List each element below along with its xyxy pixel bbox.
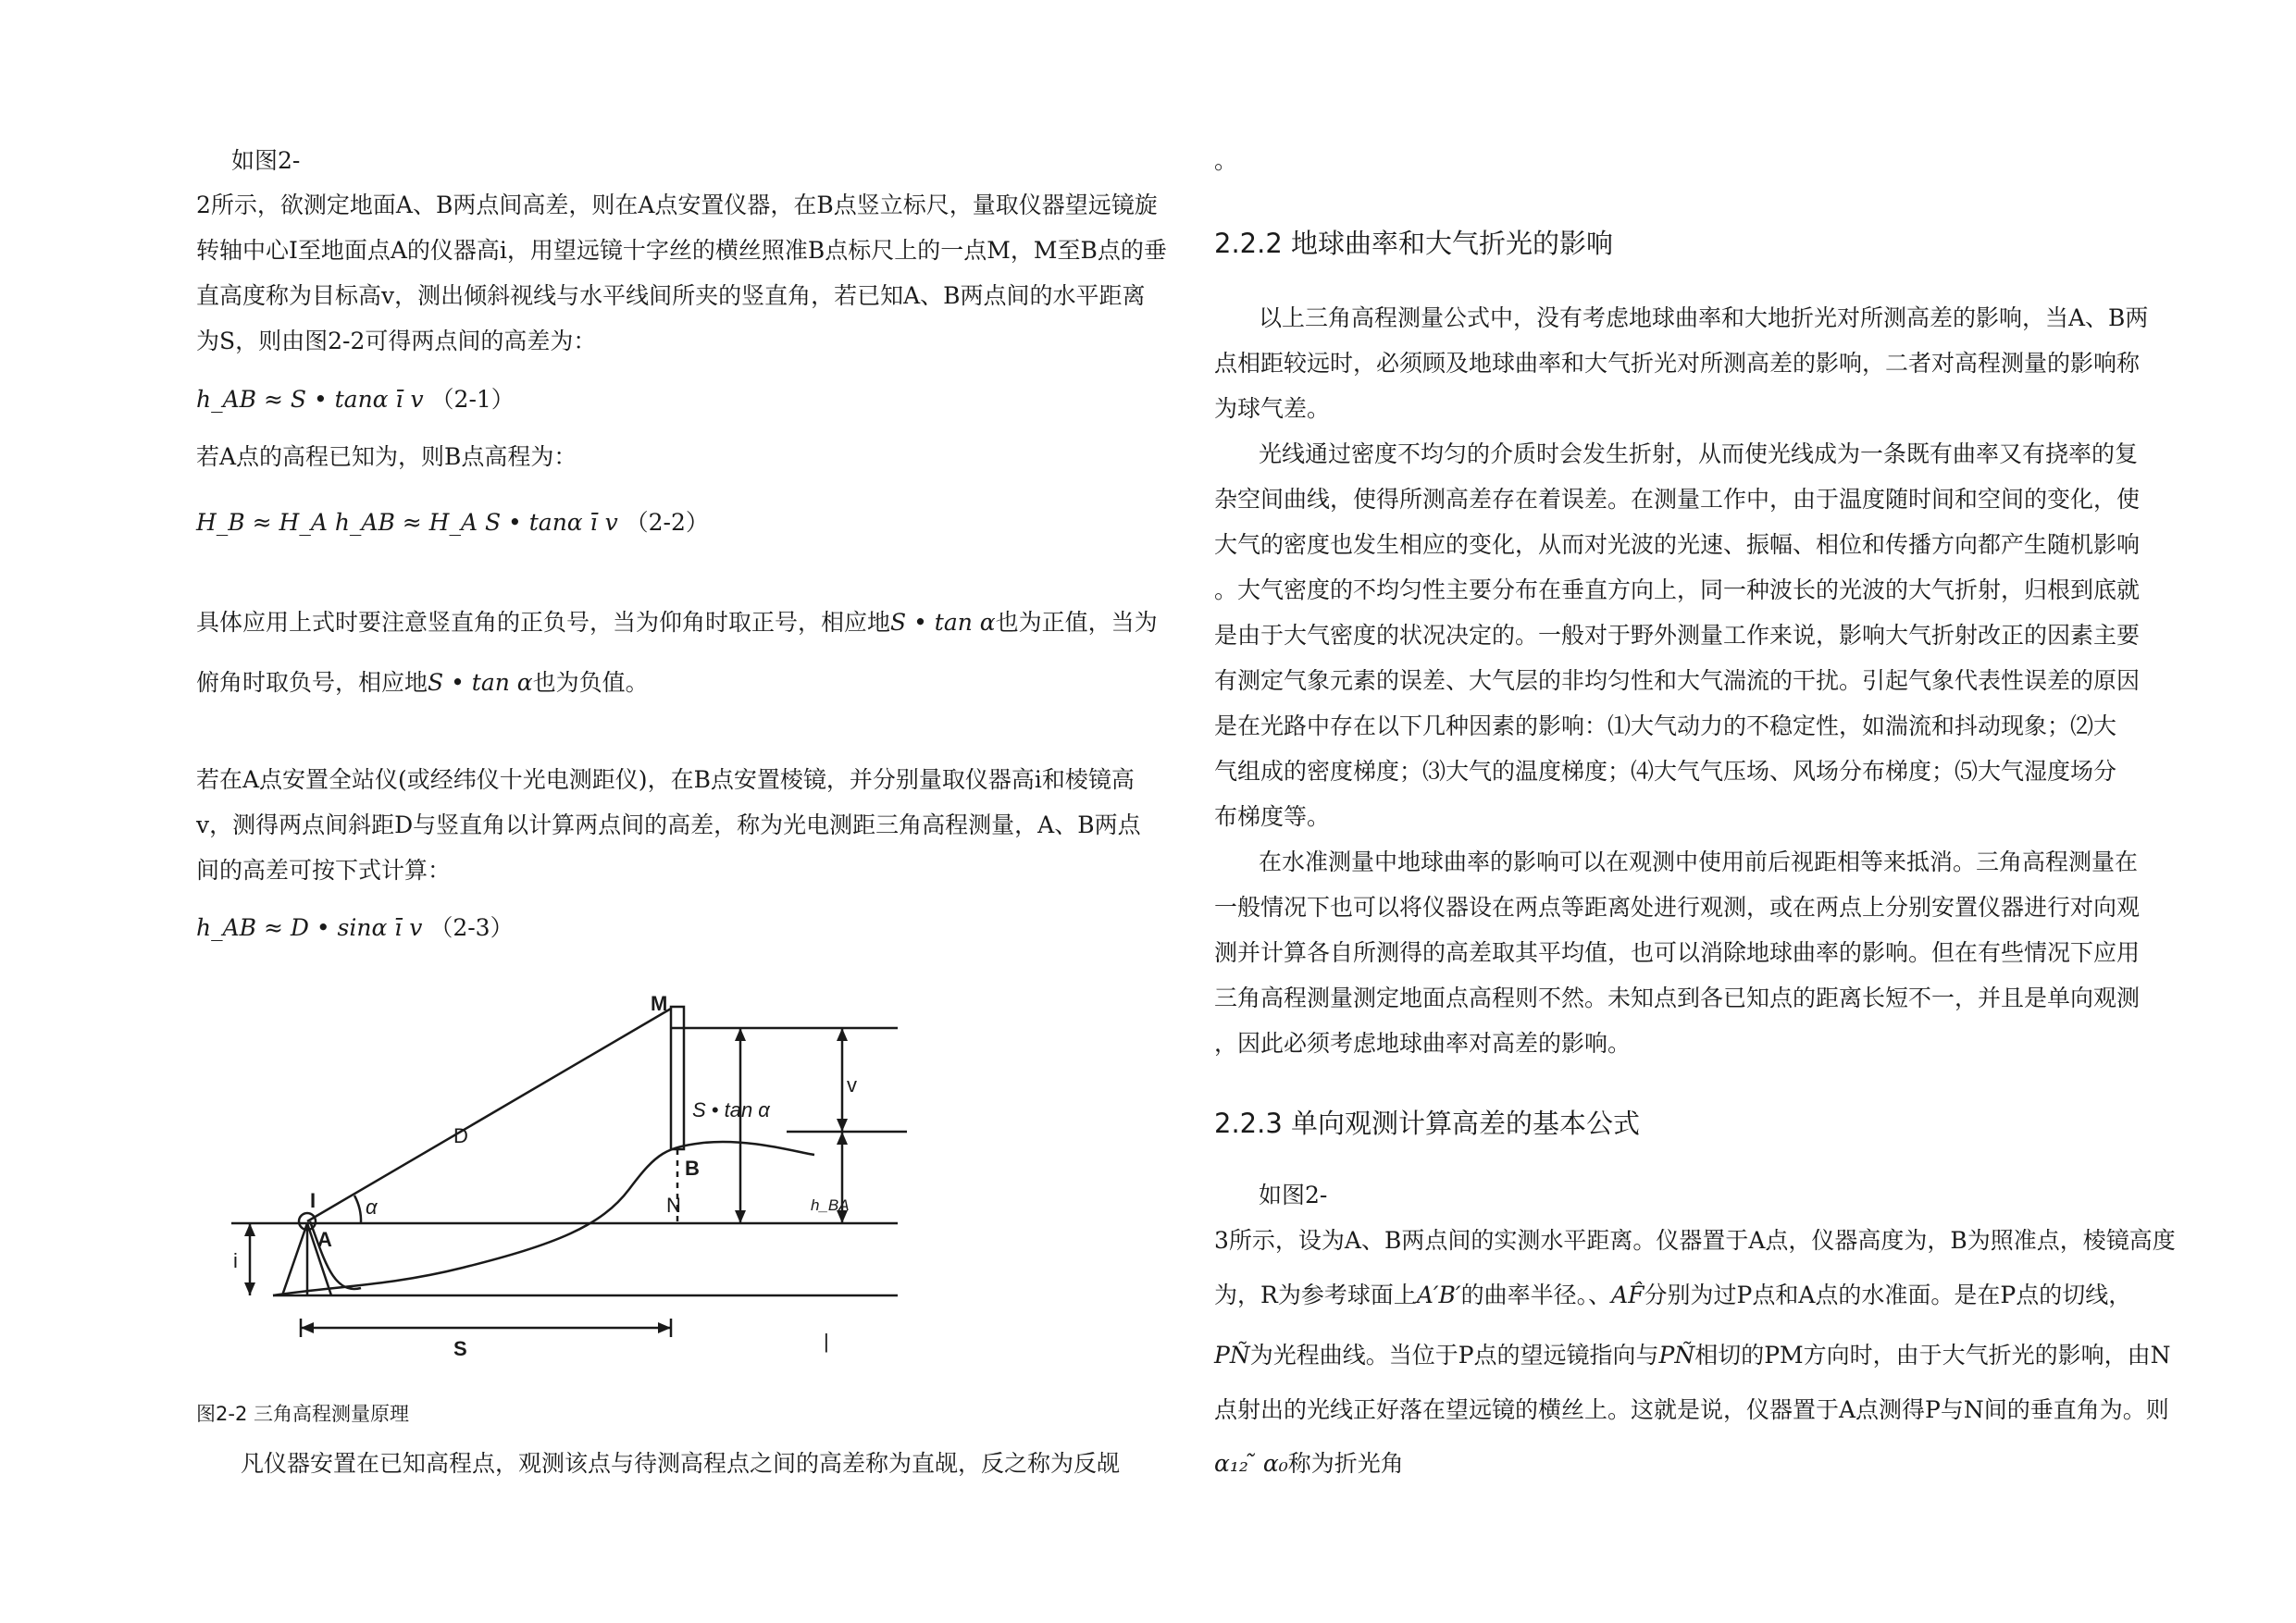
paraC-line4: 三角高程测量测定地面点高程则不然。未知点到各已知点的距离长短不一，并且是单向观测 xyxy=(1214,985,2141,1011)
paraB-line9: 布梯度等。 xyxy=(1214,803,1331,830)
paraD-line2: 3所示，设为A、B两点间的实测水平距离。仪器置于A点，仪器高度为，B为照准点，棱镜高度 xyxy=(1214,1227,2176,1254)
paraA-line3: 为球气差。 xyxy=(1214,395,1331,422)
para3-text-c: 俯角时取负号，相应地 xyxy=(196,669,428,696)
paraB-line7: 是在光路中存在以下几种因素的影响：⑴大气动力的不稳定性，如湍流和抖动现象；⑵大 xyxy=(1214,712,2117,739)
para3-text-a: 具体应用上式时要注意竖直角的正负号，当为仰角时取正号，相应地 xyxy=(196,609,891,636)
paraB-line4: 。大气密度的不均匀性主要分布在垂直方向上，同一种波长的光波的大气折射，归根到底就 xyxy=(1214,576,2141,603)
formula-2-3 xyxy=(196,910,514,943)
para1-line5: 为S，则由图2-2可得两点间的高差为： xyxy=(196,328,597,354)
paraB-line2: 杂空间曲线，使得所测高差存在着误差。在测量工作中，由于温度随时间和空间的变化，使 xyxy=(1214,486,2141,513)
formula-2-1-body: h_AB ≈ S • tanα ī v xyxy=(196,386,424,413)
paraB-line8: 气组成的密度梯度；⑶大气的温度梯度；⑷大气气压场、风场分布梯度；⑸大气湿度场分 xyxy=(1214,758,2117,785)
paraD6-text: 称为折光角 xyxy=(1287,1450,1404,1477)
heading-2-2-2: 2.2.2 地球曲率和大气折光的影响 xyxy=(1214,228,1614,259)
para1-line4: 直高度称为目标高v，测出倾斜视线与水平线间所夹的竖直角，若已知A、B两点间的水平距离 xyxy=(196,282,1146,309)
para4-line2: v，测得两点间斜距D与竖直角以计算两点间的高差，称为光电测距三角高程测量，A、B两点 xyxy=(196,812,1141,838)
paraD-line3 xyxy=(1214,1281,2131,1310)
ground-profile xyxy=(273,1142,814,1295)
label-i: i xyxy=(233,1249,238,1272)
para1-line1: 如图2- xyxy=(231,147,301,174)
label-m: M xyxy=(651,992,668,1015)
label-n: N xyxy=(666,1194,681,1217)
paraD4-math-a: PÑ xyxy=(1214,1342,1250,1369)
figure-caption: 图2-2 三角高程测量原理 xyxy=(196,1403,409,1425)
para4-line1: 若在A点安置全站仪(或经纬仪十光电测距仪)，在B点安置棱镜，并分别量取仪器高i和棱镜高 xyxy=(196,766,1135,793)
paraC-line3: 测并计算各自所测得的高差取其平均值，也可以消除地球曲率的影响。但在有些情况下应用 xyxy=(1214,939,2141,966)
paraB-line1: 光线通过密度不均匀的介质时会发生折射，从而使光线成为一条既有曲率又有挠率的复 xyxy=(1259,440,2139,467)
paraD6-math: α₁₂ ̃ α₀ xyxy=(1214,1450,1288,1477)
paraD3-text-a: 为，R为参考球面上 xyxy=(1214,1282,1417,1308)
paraD4-text-a: 为光程曲线。当位于P点的望远镜指向与 xyxy=(1249,1342,1659,1369)
formula-2-2 xyxy=(196,504,709,538)
para3-line1 xyxy=(196,608,1158,638)
label-bar: | xyxy=(824,1330,829,1353)
paraD-line5: 点射出的光线正好落在望远镜的横丝上。这就是说，仪器置于A点测得P与N间的垂直角为。则 xyxy=(1214,1396,2169,1423)
figure-trig-leveling xyxy=(222,990,907,1379)
paraC-line2: 一般情况下也可以将仪器设在两点等距离处进行观测，或在两点上分别安置仪器进行对向观 xyxy=(1214,894,2141,921)
paraD3-math-a: A′B′ xyxy=(1416,1282,1461,1308)
label-s: S xyxy=(453,1337,467,1360)
paraA-line2: 点相距较远时，必须顾及地球曲率和大气折光对所测高差的影响，二者对高程测量的影响称 xyxy=(1214,350,2141,377)
para3-line2 xyxy=(196,668,649,698)
label-i-upper: I xyxy=(310,1189,316,1212)
para5: 凡仪器安置在已知高程点，观测该点与待测高程点之间的高差称为直觇，反之称为反觇 xyxy=(241,1450,1121,1477)
paraA-line1: 以上三角高程测量公式中，没有考虑地球曲率和大地折光对所测高差的影响，当A、B两 xyxy=(1259,304,2149,331)
label-b: B xyxy=(685,1157,700,1180)
paraD-line6 xyxy=(1214,1449,1404,1479)
paraD3-math-b: AF̂ xyxy=(1611,1282,1644,1308)
paraC-line1: 在水准测量中地球曲率的影响可以在观测中使用前后视距相等来抵消。三角高程测量在 xyxy=(1259,849,2139,875)
stray-period: 。 xyxy=(1214,147,1238,174)
label-alpha: α xyxy=(366,1196,378,1219)
formula-2-1 xyxy=(196,381,515,415)
label-stan: S • tan α xyxy=(692,1098,770,1121)
para2: 若A点的高程已知为，则B点高程为： xyxy=(196,443,577,470)
label-a: A xyxy=(317,1228,332,1251)
label-hba: h_BA xyxy=(811,1196,850,1214)
formula-2-2-tag: （2-2） xyxy=(625,509,709,536)
para1-line2: 2所示，欲测定地面A、B两点间高差，则在A点安置仪器，在B点竖立标尺，量取仪器望远镜旋 xyxy=(196,192,1158,218)
formula-2-3-body: h_AB ≈ D • sinα ī v xyxy=(196,914,423,941)
label-d: D xyxy=(453,1124,468,1147)
label-v: v xyxy=(847,1073,857,1096)
paraB-line6: 有测定气象元素的误差、大气层的非均匀性和大气湍流的干扰。引起气象代表性误差的原因 xyxy=(1214,667,2141,694)
paraC-line5: ，因此必须考虑地球曲率对高差的影响。 xyxy=(1214,1030,1632,1057)
paraB-line5: 是由于大气密度的状况决定的。一般对于野外测量工作来说，影响大气折射改正的因素主要 xyxy=(1214,622,2141,649)
paraD3-text-b: 的曲率半径。、 xyxy=(1460,1282,1612,1308)
para3-math-b: S • tan α xyxy=(428,669,533,696)
para3-math-a: S • tan α xyxy=(890,609,996,636)
sight-line-d xyxy=(307,1009,671,1221)
paraD4-text-b: 相切的PM方向时，由于大气折光的影响，由N xyxy=(1694,1342,2171,1369)
paraD-line1: 如图2- xyxy=(1259,1182,1328,1208)
formula-2-2-body: H_B ≈ H_A h_AB ≈ H_A S • tanα ī v xyxy=(196,509,618,536)
para4-line3: 间的高差可按下式计算： xyxy=(196,857,452,884)
para3-text-d: 也为负值。 xyxy=(532,669,649,696)
paraB-line3: 大气的密度也发生相应的变化，从而对光波的光速、振幅、相位和传播方向都产生随机影响 xyxy=(1214,531,2141,558)
heading-2-2-3: 2.2.3 单向观测计算高差的基本公式 xyxy=(1214,1108,1641,1139)
paraD4-math-b: PÑ xyxy=(1658,1342,1695,1369)
paraD3-text-c: 分别为过P点和A点的水准面。是在P点的切线， xyxy=(1644,1282,2132,1308)
para3-text-b: 也为正值，当为 xyxy=(995,609,1158,636)
formula-2-3-tag: （2-3） xyxy=(429,914,514,941)
formula-2-1-tag: （2-1） xyxy=(430,386,515,413)
para1-line3: 转轴中心I至地面点A的仪器高i，用望远镜十字丝的横丝照准B点标尺上的一点M，M至B点的垂 xyxy=(196,237,1167,264)
paraD-line4 xyxy=(1214,1341,2171,1370)
